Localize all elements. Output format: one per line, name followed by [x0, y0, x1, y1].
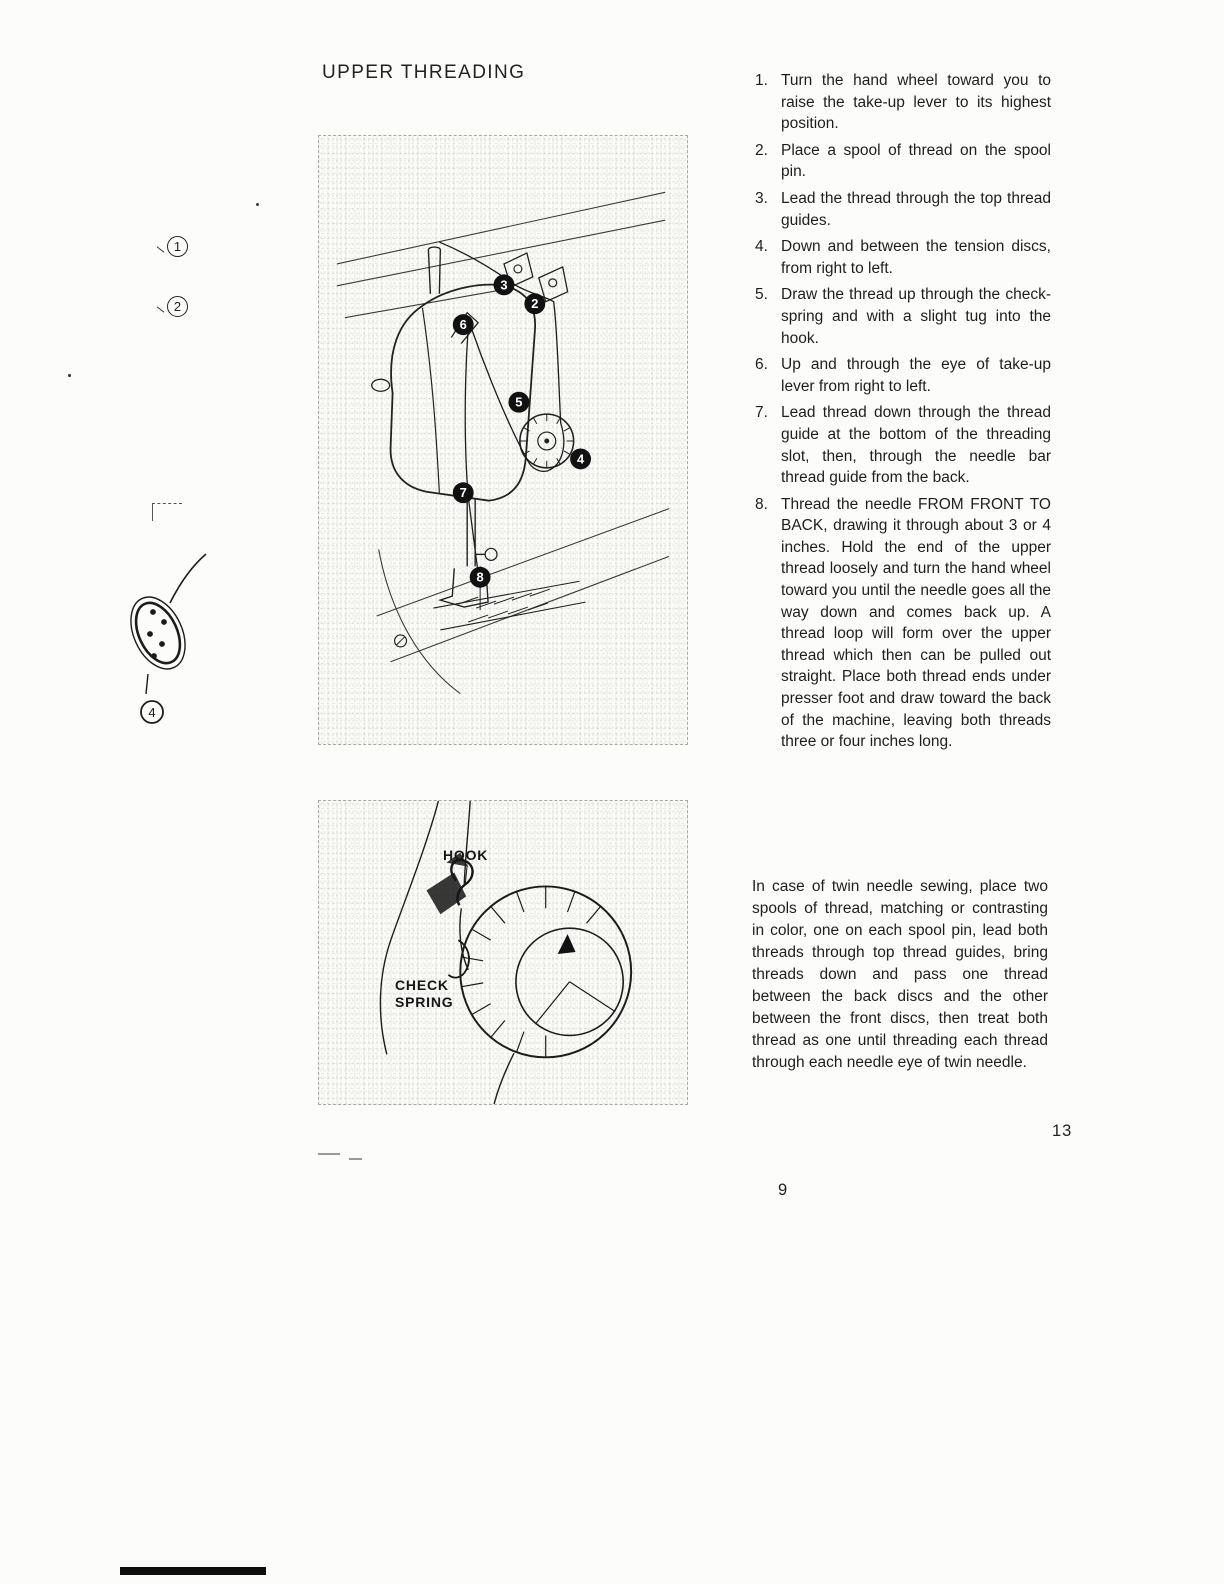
step-text: Draw the thread up through the check-spring and with a slight tug into the hook. [781, 286, 1051, 347]
callout-3: 3 [500, 277, 508, 293]
page-number: 13 [1052, 1122, 1073, 1140]
step-item-6 [755, 354, 1051, 397]
margin-callout-4: 4 [148, 705, 156, 720]
scan-mark [349, 1158, 362, 1160]
scan-speck [256, 203, 259, 206]
callout-8: 8 [476, 569, 484, 585]
spool-pin [428, 247, 440, 294]
step-text: Place a spool of thread on the spool pin. [781, 141, 1051, 181]
callout-2: 2 [531, 296, 539, 312]
callout-tick [157, 306, 165, 312]
step-number: 3. [755, 189, 768, 207]
page-title: UPPER THREADING [322, 62, 526, 83]
scan-bracket-mark [152, 503, 182, 521]
step-text: Turn the hand wheel toward you to raise the take-up lever to its highest position. [781, 72, 1051, 133]
thread-spool-sketch [118, 548, 218, 738]
step-item-1 [755, 70, 1051, 135]
scan-mark [318, 1153, 340, 1155]
sewing-machine-diagram [319, 136, 687, 744]
step-number: 1. [755, 72, 768, 89]
callout-7: 7 [459, 485, 467, 501]
dial-marker-triangle [558, 934, 576, 954]
step-text: Down and between the tension discs, from right to left. [781, 238, 1051, 277]
step-item-4 [755, 236, 1051, 279]
check-spring-label: CHECK SPRING [395, 977, 454, 1010]
step-text: Up and through the eye of take-up lever from right to left. [781, 356, 1051, 395]
tension-dial-closeup-diagram [319, 801, 687, 1104]
step-number: 8. [755, 495, 768, 513]
step-item-2 [755, 140, 1051, 183]
step-item-8 [755, 494, 1051, 753]
check-spring-wire [448, 940, 469, 977]
callout-4: 4 [576, 451, 585, 467]
step-number: 2. [755, 141, 768, 159]
step-number: 5. [755, 286, 768, 304]
step-item-3 [755, 188, 1051, 231]
margin-callout-2: 2 [167, 296, 188, 317]
step-item-7 [755, 402, 1051, 488]
page-number-secondary: 9 [778, 1181, 789, 1199]
twin-needle-paragraph: In case of twin needle sewing, place two spools of thread, matching or contrasting in color, one on each spool pin, lead both threads through top thread guides, bring threads down and pass one thread between the back discs and the other between the front discs, then treat both thread as one until threading each thread through each needle eye of twin needle. [752, 878, 1048, 1071]
margin-callout-1: 1 [167, 236, 188, 257]
callout-6: 6 [459, 317, 467, 333]
step-number: 7. [755, 404, 768, 422]
step-number: 4. [755, 238, 768, 256]
step-text: Lead the thread through the top thread guides. [781, 189, 1051, 229]
page-bottom-bar [120, 1567, 266, 1575]
hook-label: HOOK [443, 847, 489, 863]
figure-hook-check-spring [318, 800, 688, 1105]
step-text: Thread the needle FROM FRONT TO BACK, drawing it through about 3 or 4 inches. Hold the end of the upper thread loosely and turn the hand wheel toward you until the needle goes all the way down and comes back up. A thread loop will form over the upper thread which then can be pulled out straight. Place both thread ends under presser foot and draw toward the back of the machine, leaving both threads three or four inches long. [781, 495, 1051, 751]
instruction-steps [755, 70, 1051, 758]
step-text: Lead thread down through the thread guide at the bottom of the threading slot, then, through the needle bar thread guide from the back. [781, 404, 1051, 487]
step-number: 6. [755, 356, 768, 374]
callout-tick [157, 246, 165, 252]
callout-5: 5 [515, 394, 523, 410]
tension-dial-large [460, 886, 631, 1057]
needle-plate [433, 581, 585, 630]
scan-speck [68, 374, 71, 377]
figure-upper-threading [318, 135, 688, 745]
step-item-5 [755, 284, 1051, 349]
